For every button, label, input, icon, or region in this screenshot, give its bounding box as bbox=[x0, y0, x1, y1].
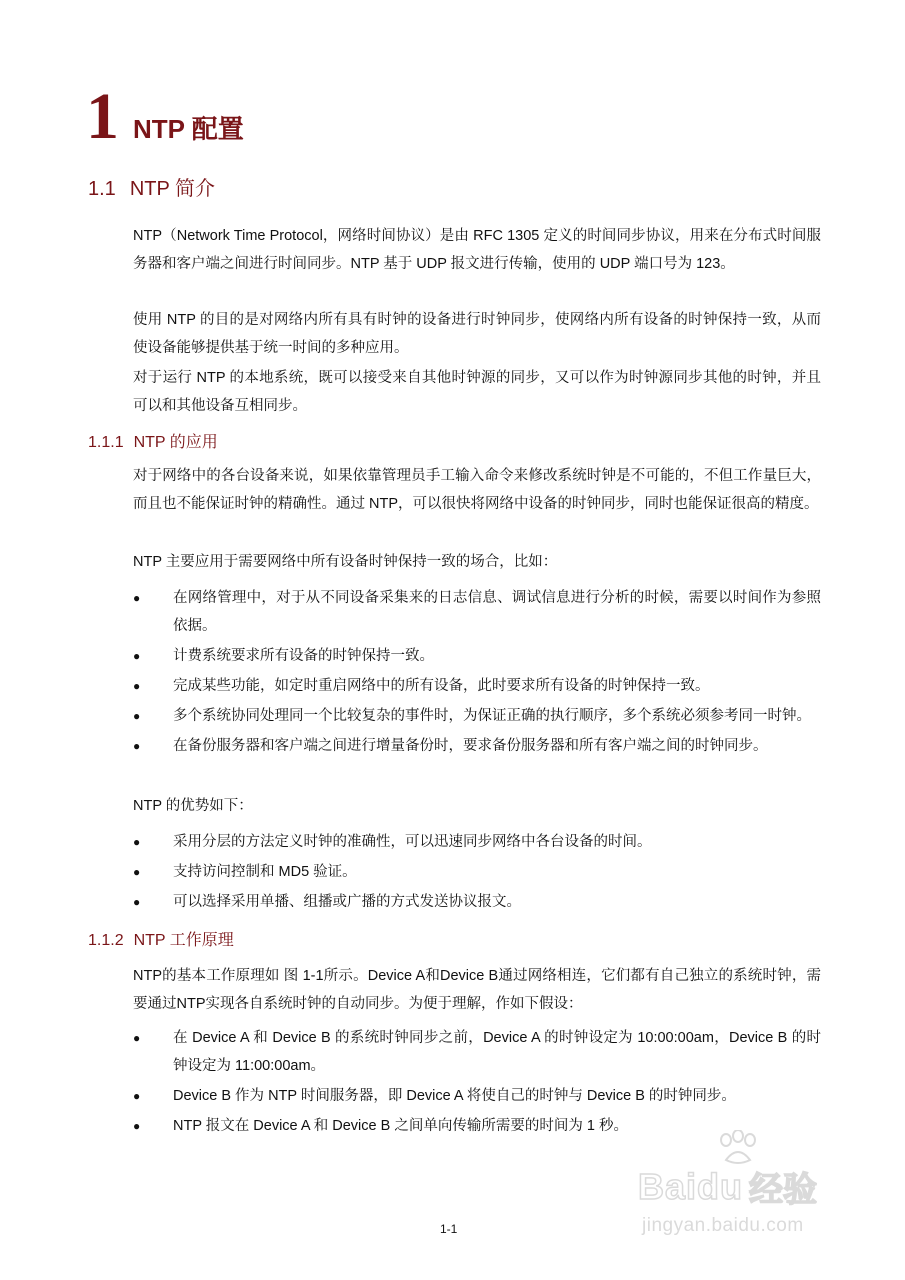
page-number: 1-1 bbox=[440, 1222, 458, 1236]
application-list bbox=[133, 584, 821, 762]
section-heading-1-1 bbox=[88, 176, 215, 202]
bullet-icon: ● bbox=[133, 679, 141, 693]
section-title: NTP 的应用 bbox=[133, 434, 218, 451]
list-item: ● 支持访问控制和 MD5 验证。 bbox=[133, 858, 821, 886]
intro-paragraph-3: 对于运行 NTP 的本地系统，既可以接受来自其他时钟源的同步，又可以作为时钟源同步其他的时钟，并且可以和其他设备互相同步。 bbox=[133, 370, 821, 414]
list-item: ● Device B 作为 NTP 时间服务器，即 Device A 将使自己的时钟与 Device B 的时钟同步。 bbox=[133, 1082, 821, 1110]
watermark-brand-cn: 经验 bbox=[749, 1171, 818, 1209]
list-item: ● 采用分层的方法定义时钟的准确性，可以迅速同步网络中各台设备的时间。 bbox=[133, 828, 821, 856]
watermark-url: jingyan.baidu.com bbox=[642, 1215, 804, 1236]
section-number: 1.1.2 bbox=[88, 932, 124, 949]
list-item: ● 在备份服务器和客户端之间进行增量备份时，要求备份服务器和所有客户端之间的时钟同步。 bbox=[133, 732, 821, 760]
section-title: NTP 工作原理 bbox=[133, 932, 234, 949]
bullet-icon: ● bbox=[133, 835, 141, 849]
advantages-intro: NTP 的优势如下： bbox=[133, 798, 253, 814]
list-item: ● 可以选择采用单播、组播或广播的方式发送协议报文。 bbox=[133, 888, 821, 916]
bullet-icon: ● bbox=[133, 739, 141, 753]
list-item: ● NTP 报文在 Device A 和 Device B 之间单向传输所需要的时间为 1 秒。 bbox=[133, 1112, 821, 1140]
intro-paragraph-2: 使用 NTP 的目的是对网络内所有具有时钟的设备进行时钟同步，使网络内所有设备的时钟保持一致，从而使设备能够提供基于统一时间的多种应用。 bbox=[133, 312, 821, 356]
section-number: 1.1 bbox=[88, 178, 116, 200]
application-paragraph-1: 对于网络中的各台设备来说，如果依靠管理员手工输入命令来修改系统时钟是不可能的，不但工作量巨大，而且也不能保证时钟的精确性。通过 NTP，可以很快将网络中设备的时钟同步，同时也能保证很高的精度。 bbox=[133, 468, 821, 512]
watermark-brand-2: du bbox=[697, 1165, 744, 1207]
intro-paragraph-1: NTP（Network Time Protocol，网络时间协议）是由 RFC 1305 定义的时间同步协议，用来在分布式时间服务器和客户端之间进行时间同步。NTP 基于 UDP 报文进行传输，使用的 UDP 端口号为 123。 bbox=[133, 228, 821, 272]
principle-paragraph-1: NTP的基本工作原理如 图 1-1所示。Device A和Device B通过网络相连，它们都有自己独立的系统时钟，需要通过NTP实现各自系统时钟的自动同步。为便于理解，作如下假设： bbox=[133, 968, 821, 1012]
list-item: ● 计费系统要求所有设备的时钟保持一致。 bbox=[133, 642, 821, 670]
paw-icon bbox=[718, 1130, 758, 1166]
assumptions-list bbox=[133, 1024, 821, 1142]
bullet-icon: ● bbox=[133, 865, 141, 879]
baidu-jingyan-watermark bbox=[638, 1140, 868, 1250]
list-item: ● 完成某些功能，如定时重启网络中的所有设备，此时要求所有设备的时钟保持一致。 bbox=[133, 672, 821, 700]
section-heading-1-1-2 bbox=[88, 930, 234, 952]
bullet-icon: ● bbox=[133, 649, 141, 663]
chapter-number: 1 bbox=[86, 80, 119, 153]
bullet-icon: ● bbox=[133, 895, 141, 909]
chapter-title: NTP 配置 bbox=[133, 114, 244, 144]
advantages-list bbox=[133, 828, 821, 918]
bullet-icon: ● bbox=[133, 709, 141, 723]
application-paragraph-2: NTP 主要应用于需要网络中所有设备时钟保持一致的场合，比如： bbox=[133, 554, 558, 570]
section-heading-1-1-1 bbox=[88, 432, 218, 454]
section-title: NTP 简介 bbox=[129, 178, 216, 200]
bullet-icon: ● bbox=[133, 1031, 141, 1045]
bullet-icon: ● bbox=[133, 1119, 141, 1133]
bullet-icon: ● bbox=[133, 1089, 141, 1103]
bullet-icon: ● bbox=[133, 591, 141, 605]
chapter-heading bbox=[86, 82, 244, 152]
list-item: ● 多个系统协同处理同一个比较复杂的事件时，为保证正确的执行顺序，多个系统必须参考同一时钟。 bbox=[133, 702, 821, 730]
list-item: ● 在网络管理中，对于从不同设备采集来的日志信息、调试信息进行分析的时候，需要以时间作为参照依据。 bbox=[133, 584, 821, 640]
watermark-brand: Bai bbox=[638, 1165, 698, 1207]
list-item: ● 在 Device A 和 Device B 的系统时钟同步之前，Device A 的时钟设定为 10:00:00am，Device B 的时钟设定为 11:00:00am。 bbox=[133, 1024, 821, 1080]
section-number: 1.1.1 bbox=[88, 434, 124, 451]
